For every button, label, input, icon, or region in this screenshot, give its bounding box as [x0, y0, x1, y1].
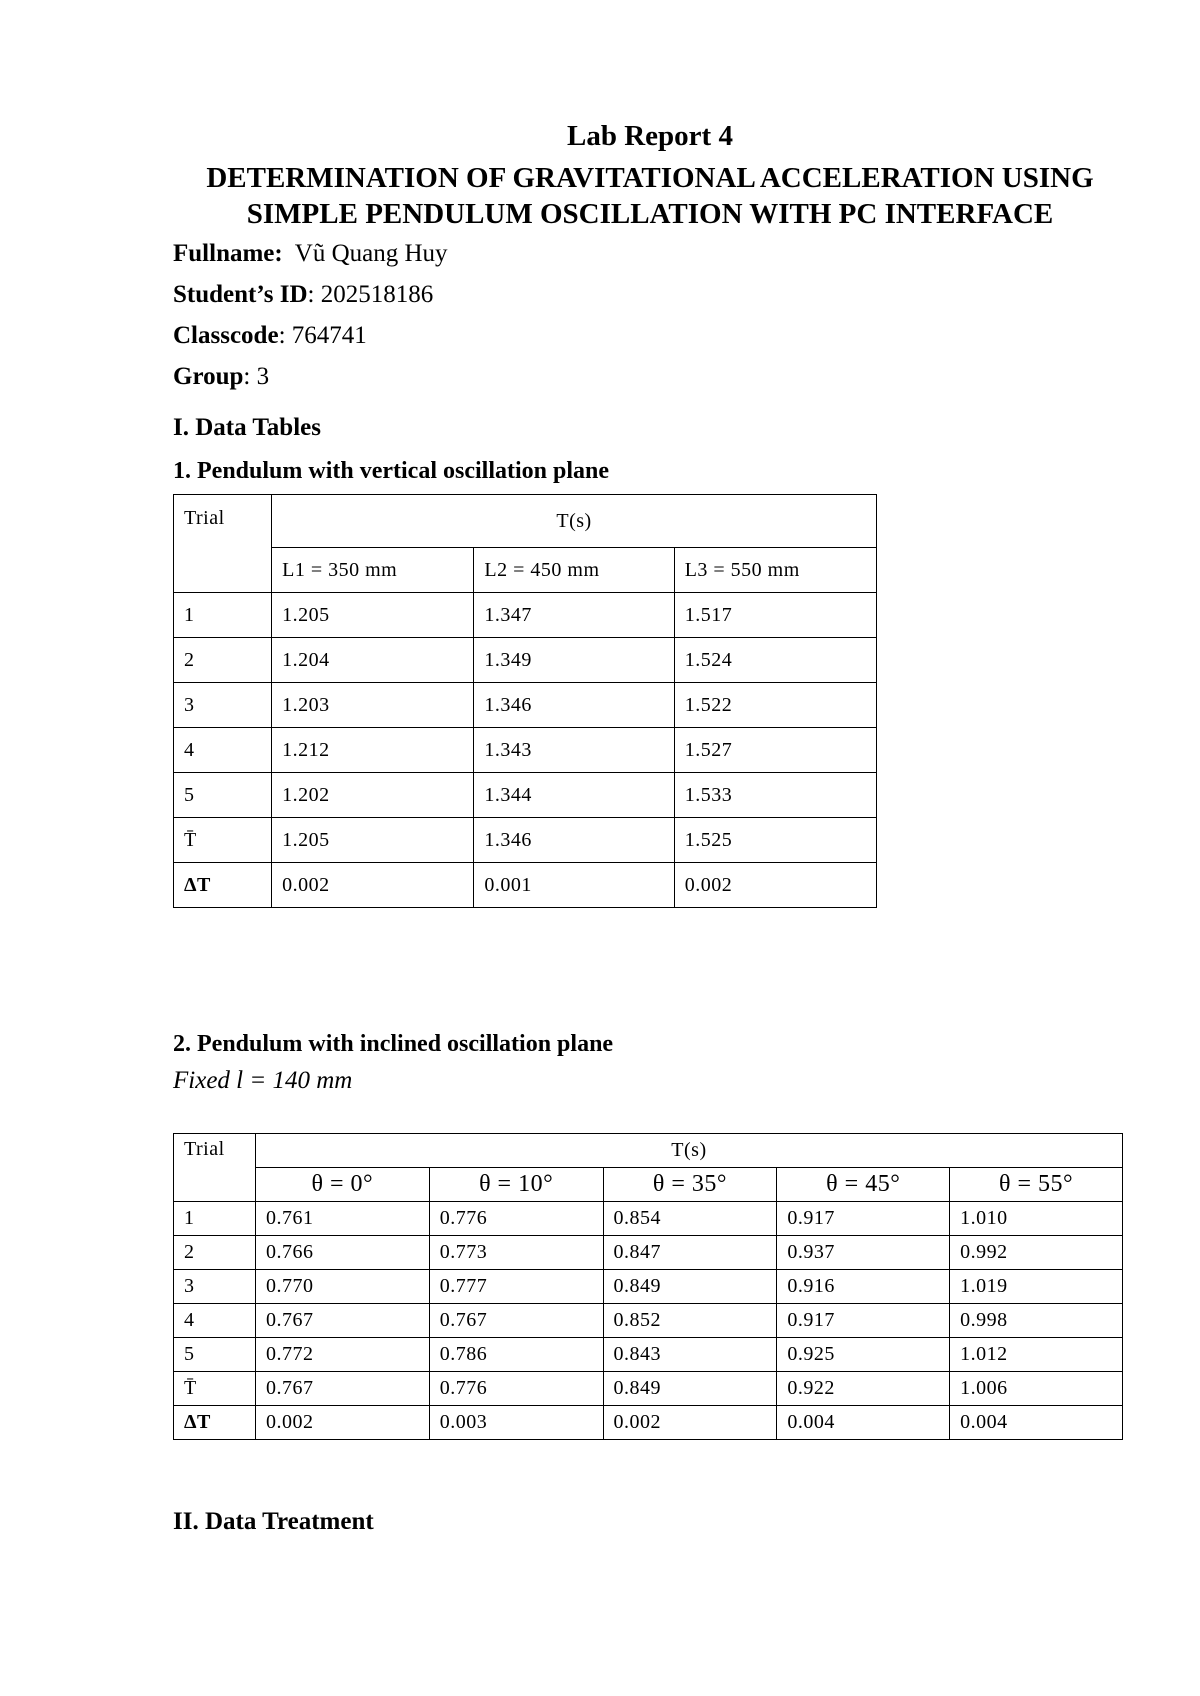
vertical-plane-table	[173, 494, 877, 908]
table-cell: 1.006	[950, 1372, 1123, 1406]
trial-header: Trial	[174, 495, 272, 593]
row-label: T̄	[174, 818, 272, 863]
column-header: L1 = 350 mm	[272, 548, 474, 593]
table-cell: 0.917	[777, 1304, 950, 1338]
row-label: ΔT	[174, 1406, 256, 1440]
table-cell: 0.776	[429, 1372, 603, 1406]
table-cell: 1.205	[272, 593, 474, 638]
table-row	[174, 728, 877, 773]
table-cell: 0.849	[603, 1270, 777, 1304]
table-cell: 0.854	[603, 1202, 777, 1236]
row-label: 1	[174, 1202, 256, 1236]
table-row	[174, 1270, 1123, 1304]
student-id-value: : 202518186	[307, 281, 434, 308]
table-row	[174, 1236, 1123, 1270]
table-row-uncertainty	[174, 863, 877, 908]
table-row	[174, 1338, 1123, 1372]
table-cell: 1.202	[272, 773, 474, 818]
table-cell: 0.786	[429, 1338, 603, 1372]
column-header: L2 = 450 mm	[474, 548, 674, 593]
group-value: : 3	[243, 363, 270, 390]
table-cell: 1.204	[272, 638, 474, 683]
table-row-mean	[174, 818, 877, 863]
table-cell: 0.003	[429, 1406, 603, 1440]
row-label: ΔT	[174, 863, 272, 908]
report-subtitle	[170, 160, 1130, 232]
table-cell: 1.525	[674, 818, 876, 863]
table-cell: 1.344	[474, 773, 674, 818]
table-cell: 0.767	[255, 1372, 429, 1406]
row-label: 3	[174, 1270, 256, 1304]
table-cell: 1.346	[474, 683, 674, 728]
subtitle-line-1: DETERMINATION OF GRAVITATIONAL ACCELERATION USING	[206, 162, 1094, 194]
classcode-value: : 764741	[278, 322, 367, 349]
section-inclined-plane: 2. Pendulum with inclined oscillation plane	[173, 1031, 614, 1057]
table-cell: 1.019	[950, 1270, 1123, 1304]
row-label: 3	[174, 683, 272, 728]
table-cell: 1.010	[950, 1202, 1123, 1236]
row-label: T̄	[174, 1372, 256, 1406]
fullname-label: Fullname:	[173, 240, 283, 267]
group-line	[173, 363, 269, 391]
table-cell: 0.847	[603, 1236, 777, 1270]
table-cell: 1.343	[474, 728, 674, 773]
fullname-line	[173, 240, 448, 268]
table-cell: 0.998	[950, 1304, 1123, 1338]
table-row	[174, 1304, 1123, 1338]
table-cell: 1.533	[674, 773, 876, 818]
column-header: θ = 55°	[950, 1168, 1123, 1202]
table-cell: 0.777	[429, 1270, 603, 1304]
student-id-line	[173, 281, 433, 309]
table-row-mean	[174, 1372, 1123, 1406]
column-header: L3 = 550 mm	[674, 548, 876, 593]
table-cell: 1.012	[950, 1338, 1123, 1372]
table-cell: 0.925	[777, 1338, 950, 1372]
table-cell: 0.767	[255, 1304, 429, 1338]
table-cell: 0.917	[777, 1202, 950, 1236]
column-header: θ = 45°	[777, 1168, 950, 1202]
table-cell: 0.761	[255, 1202, 429, 1236]
table-cell: 0.922	[777, 1372, 950, 1406]
table-row	[174, 1202, 1123, 1236]
column-header: θ = 10°	[429, 1168, 603, 1202]
table-cell: 0.004	[777, 1406, 950, 1440]
table-cell: 1.347	[474, 593, 674, 638]
fullname-value: Vũ Quang Huy	[294, 240, 448, 267]
classcode-line	[173, 322, 367, 350]
table-cell: 0.937	[777, 1236, 950, 1270]
table-cell: 0.004	[950, 1406, 1123, 1440]
table-cell: 0.992	[950, 1236, 1123, 1270]
classcode-label: Classcode	[173, 322, 279, 349]
row-label: 1	[174, 593, 272, 638]
row-label: 2	[174, 1236, 256, 1270]
row-label: 4	[174, 728, 272, 773]
table-cell: 0.002	[255, 1406, 429, 1440]
section-data-tables: I. Data Tables	[173, 414, 321, 441]
table-cell: 1.527	[674, 728, 876, 773]
inclined-plane-table	[173, 1133, 1123, 1440]
section-vertical-plane: 1. Pendulum with vertical oscillation plane	[173, 458, 610, 484]
table-cell: 0.002	[603, 1406, 777, 1440]
table-cell: 1.522	[674, 683, 876, 728]
table-cell: 0.002	[674, 863, 876, 908]
table-row	[174, 593, 877, 638]
table-cell: 0.001	[474, 863, 674, 908]
table-cell: 0.852	[603, 1304, 777, 1338]
report-title: Lab Report 4	[567, 120, 733, 152]
table-cell: 1.349	[474, 638, 674, 683]
group-label: Group	[173, 363, 244, 390]
subtitle-line-2: SIMPLE PENDULUM OSCILLATION WITH PC INTERFACE	[246, 198, 1054, 230]
table-cell: 0.773	[429, 1236, 603, 1270]
table-cell: 1.205	[272, 818, 474, 863]
period-header: T(s)	[272, 495, 877, 548]
table-row	[174, 638, 877, 683]
table-cell: 0.849	[603, 1372, 777, 1406]
table-row	[174, 683, 877, 728]
section-data-treatment: II. Data Treatment	[173, 1508, 374, 1535]
table-cell: 1.346	[474, 818, 674, 863]
table-cell: 1.524	[674, 638, 876, 683]
student-id-label: Student’s ID	[173, 281, 308, 308]
table-cell: 0.776	[429, 1202, 603, 1236]
table-cell: 0.766	[255, 1236, 429, 1270]
column-header: θ = 35°	[603, 1168, 777, 1202]
table-cell: 1.203	[272, 683, 474, 728]
table-row-uncertainty	[174, 1406, 1123, 1440]
trial-header: Trial	[174, 1134, 256, 1202]
table-cell: 0.767	[429, 1304, 603, 1338]
table-cell: 0.770	[255, 1270, 429, 1304]
period-header: T(s)	[255, 1134, 1122, 1168]
table-cell: 0.843	[603, 1338, 777, 1372]
row-label: 5	[174, 773, 272, 818]
table-cell: 0.772	[255, 1338, 429, 1372]
row-label: 5	[174, 1338, 256, 1372]
table-cell: 1.517	[674, 593, 876, 638]
table-row	[174, 773, 877, 818]
row-label: 2	[174, 638, 272, 683]
table-cell: 1.212	[272, 728, 474, 773]
table-cell: 0.916	[777, 1270, 950, 1304]
fixed-length-note: Fixed l = 140 mm	[173, 1067, 353, 1094]
row-label: 4	[174, 1304, 256, 1338]
column-header: θ = 0°	[255, 1168, 429, 1202]
table-cell: 0.002	[272, 863, 474, 908]
